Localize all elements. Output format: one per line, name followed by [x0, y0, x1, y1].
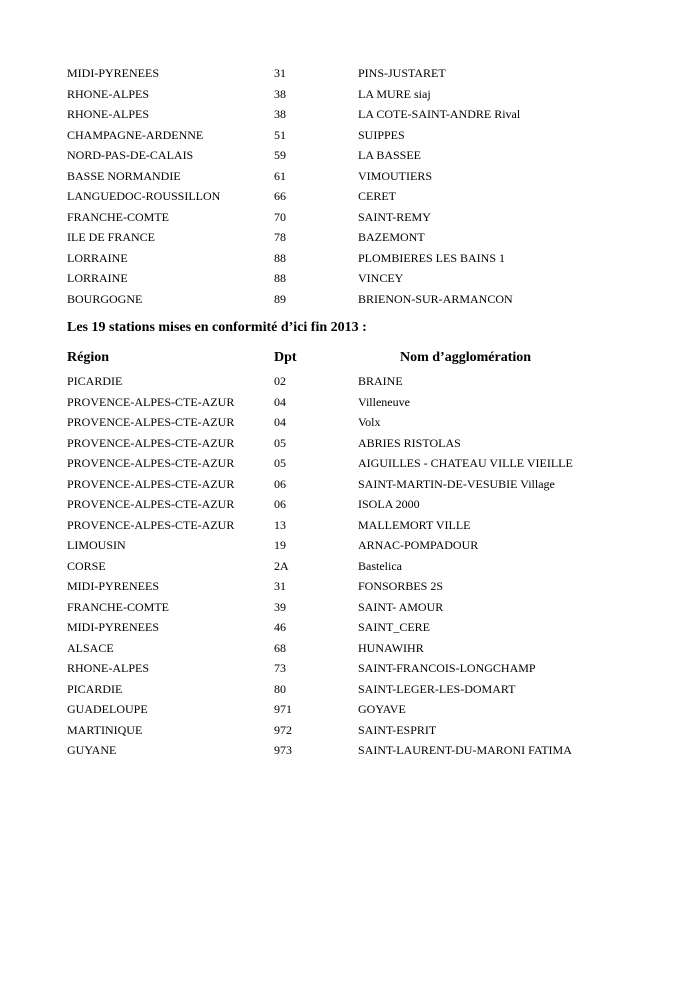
header-dpt: Dpt: [274, 350, 297, 365]
table-row: [0, 125, 700, 145]
agglomeration-cell: FONSORBES 2S: [358, 579, 444, 593]
region-cell: CHAMPAGNE-ARDENNE: [67, 127, 204, 142]
dpt-cell: 88: [274, 271, 286, 285]
region-cell: PROVENCE-ALPES-CTE-AZUR: [67, 435, 235, 450]
table-row: [0, 392, 700, 412]
dpt-cell: 38: [274, 107, 286, 121]
region-cell: CORSE: [67, 558, 106, 573]
agglomeration-cell: SAINT_CERE: [358, 620, 430, 634]
dpt-cell: 51: [274, 127, 286, 142]
region-cell: FRANCHE-COMTE: [67, 599, 170, 614]
region-cell: RHONE-ALPES: [67, 86, 150, 101]
region-cell: PICARDIE: [67, 374, 123, 388]
table-row: [0, 535, 700, 555]
agglomeration-cell: CERET: [358, 189, 396, 203]
agglomeration-cell: LA MURE siaj: [358, 86, 431, 101]
dpt-cell: 66: [274, 189, 286, 203]
table-row: [0, 186, 700, 206]
dpt-cell: 13: [274, 517, 286, 532]
dpt-cell: 05: [274, 435, 286, 450]
agglomeration-cell: SAINT-FRANCOIS-LONGCHAMP: [358, 661, 536, 675]
agglomeration-cell: PLOMBIERES LES BAINS 1: [358, 250, 506, 265]
region-cell: MIDI-PYRENEES: [67, 579, 159, 593]
region-cell: PROVENCE-ALPES-CTE-AZUR: [67, 517, 235, 532]
region-cell: GUYANE: [67, 743, 117, 757]
agglomeration-cell: ARNAC-POMPADOUR: [358, 538, 479, 552]
dpt-cell: 88: [274, 250, 286, 265]
dpt-cell: 19: [274, 538, 286, 552]
table-row: [0, 638, 700, 658]
header-agglomeration: Nom d’agglomération: [400, 350, 532, 365]
table-row: [0, 412, 700, 432]
table-row: [0, 679, 700, 699]
agglomeration-cell: SAINT-ESPRIT: [358, 722, 437, 737]
table-row: [0, 248, 700, 268]
agglomeration-cell: Volx: [358, 415, 381, 429]
region-cell: PROVENCE-ALPES-CTE-AZUR: [67, 497, 235, 511]
agglomeration-cell: VINCEY: [358, 271, 404, 285]
region-cell: GUADELOUPE: [67, 702, 148, 716]
agglomeration-cell: MALLEMORT VILLE: [358, 517, 471, 532]
dpt-cell: 61: [274, 168, 286, 183]
table-row: [0, 371, 700, 391]
region-cell: LIMOUSIN: [67, 538, 126, 552]
region-cell: MIDI-PYRENEES: [67, 620, 159, 634]
section-title: Les 19 stations mises en conformité d’ici fin 2013 :: [67, 320, 367, 335]
region-cell: FRANCHE-COMTE: [67, 209, 170, 224]
agglomeration-cell: Villeneuve: [358, 394, 410, 409]
dpt-cell: 04: [274, 394, 286, 409]
region-cell: LORRAINE: [67, 271, 128, 285]
region-cell: PROVENCE-ALPES-CTE-AZUR: [67, 456, 235, 470]
dpt-cell: 39: [274, 599, 286, 614]
table-row: [0, 453, 700, 473]
agglomeration-cell: HUNAWIHR: [358, 640, 424, 655]
dpt-cell: 73: [274, 661, 286, 675]
table-row: [0, 740, 700, 760]
agglomeration-cell: PINS-JUSTARET: [358, 66, 446, 80]
dpt-cell: 971: [274, 702, 292, 716]
region-cell: PICARDIE: [67, 681, 123, 696]
table-row: [0, 699, 700, 719]
table-row: [0, 268, 700, 288]
region-cell: BOURGOGNE: [67, 291, 143, 306]
dpt-cell: 78: [274, 230, 286, 244]
agglomeration-cell: GOYAVE: [358, 702, 406, 716]
region-cell: RHONE-ALPES: [67, 107, 150, 121]
dpt-cell: 05: [274, 456, 286, 470]
table-row: [0, 556, 700, 576]
dpt-cell: 46: [274, 620, 286, 634]
agglomeration-cell: BRAINE: [358, 374, 403, 388]
dpt-cell: 04: [274, 415, 286, 429]
agglomeration-cell: SAINT-LAURENT-DU-MARONI FATIMA: [358, 743, 572, 757]
agglomeration-cell: SAINT- AMOUR: [358, 599, 444, 614]
region-cell: ILE DE FRANCE: [67, 230, 155, 244]
dpt-cell: 38: [274, 86, 286, 101]
region-cell: BASSE NORMANDIE: [67, 168, 181, 183]
agglomeration-cell: SAINT-REMY: [358, 209, 431, 224]
region-cell: RHONE-ALPES: [67, 661, 150, 675]
agglomeration-cell: BAZEMONT: [358, 230, 425, 244]
dpt-cell: 59: [274, 148, 286, 162]
header-region: Région: [67, 350, 109, 365]
region-cell: PROVENCE-ALPES-CTE-AZUR: [67, 415, 235, 429]
table-row: [0, 166, 700, 186]
agglomeration-cell: LA COTE-SAINT-ANDRE Rival: [358, 107, 521, 121]
table-row: [0, 104, 700, 124]
table-row: [0, 597, 700, 617]
table-row: [0, 474, 700, 494]
dpt-cell: 972: [274, 722, 292, 737]
agglomeration-cell: BRIENON-SUR-ARMANCON: [358, 291, 513, 306]
agglomeration-cell: AIGUILLES - CHATEAU VILLE VIEILLE: [358, 456, 573, 470]
agglomeration-cell: Bastelica: [358, 558, 402, 573]
table-row: [0, 720, 700, 740]
table-row: [0, 433, 700, 453]
dpt-cell: 80: [274, 681, 286, 696]
region-cell: PROVENCE-ALPES-CTE-AZUR: [67, 394, 235, 409]
region-cell: LORRAINE: [67, 250, 128, 265]
region-cell: PROVENCE-ALPES-CTE-AZUR: [67, 476, 235, 491]
dpt-cell: 06: [274, 497, 286, 511]
dpt-cell: 70: [274, 209, 286, 224]
table-row: [0, 494, 700, 514]
table-row: [0, 63, 700, 83]
table-row: [0, 576, 700, 596]
agglomeration-cell: SAINT-MARTIN-DE-VESUBIE Village: [358, 476, 555, 491]
dpt-cell: 31: [274, 579, 286, 593]
dpt-cell: 06: [274, 476, 286, 491]
dpt-cell: 31: [274, 66, 286, 80]
agglomeration-cell: VIMOUTIERS: [358, 168, 432, 183]
agglomeration-cell: ABRIES RISTOLAS: [358, 435, 461, 450]
region-cell: NORD-PAS-DE-CALAIS: [67, 148, 194, 162]
table-row: [0, 617, 700, 637]
table-row: [0, 145, 700, 165]
region-cell: LANGUEDOC-ROUSSILLON: [67, 189, 221, 203]
agglomeration-cell: SUIPPES: [358, 127, 405, 142]
agglomeration-cell: ISOLA 2000: [358, 497, 420, 511]
table-row: [0, 658, 700, 678]
table-row: [0, 84, 700, 104]
table-row: [0, 289, 700, 309]
region-cell: MARTINIQUE: [67, 722, 143, 737]
dpt-cell: 02: [274, 374, 286, 388]
agglomeration-cell: SAINT-LEGER-LES-DOMART: [358, 681, 516, 696]
dpt-cell: 68: [274, 640, 286, 655]
region-cell: MIDI-PYRENEES: [67, 66, 159, 80]
dpt-cell: 973: [274, 743, 292, 757]
table-row: [0, 227, 700, 247]
table-row: [0, 207, 700, 227]
region-cell: ALSACE: [67, 640, 114, 655]
agglomeration-cell: LA BASSEE: [358, 148, 422, 162]
dpt-cell: 2A: [274, 558, 289, 573]
dpt-cell: 89: [274, 291, 286, 306]
table-row: [0, 515, 700, 535]
